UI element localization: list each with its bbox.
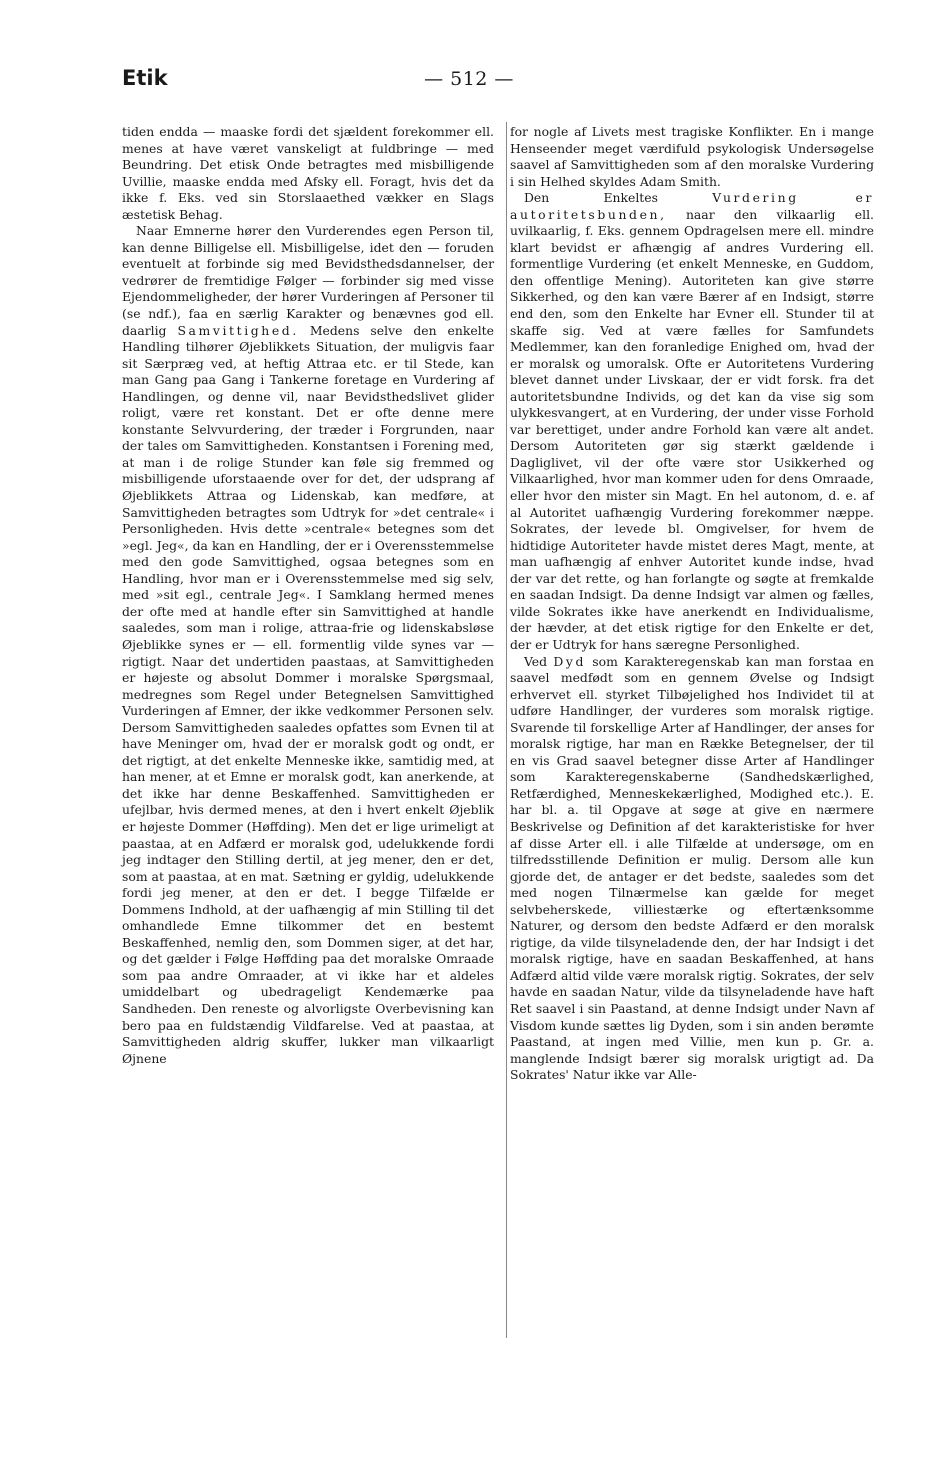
page-number: — 512 — (424, 68, 514, 90)
paragraph-text: Ved (524, 653, 554, 669)
paragraph (122, 124, 494, 223)
paragraph-text: Medens selve den enkelte Handling tilhører Øjeblikkets Situation, der muligvis faar sit Særpræg ved, at heftig Attraa etc. er til Stede, kan man Gang paa Gang i Tankerne foretage en Vurdering af Handlingen, og denne vil, naar Bevidsthedslivet glider roligt, være ret konstant. Det er ofte denne mere konstante Selvvurdering, der træder i Forgrunden, naar der tales om Samvittigheden. Konstantsen i Forening med, at man i de rolige Stunder kan føle sig fremmed og misbilligende uforstaaende over for det, der udsprang af Øjeblikkets Attraa og Lidenskab, kan medføre, at Samvittigheden betragtes som Udtryk for »det centrale« i Personligheden. Hvis dette »centrale« betegnes som det »egl. Jeg«, da kan en Handling, der er i Overensstemmelse med den gode Samvittighed, ogsaa betegnes som en Handling, hvor man er i Overensstemmelse med sig selv, med »sit egl., centrale Jeg«. I Samklang hermed menes der ofte med at handle efter sin Samvittighed at handle saaledes, som man i rolige, attraa-frie og lidenskabsløse Øjeblikke synes er — ell. formentlig vilde synes var — rigtigt. Naar det undertiden paastaas, at Samvittigheden er højeste og absolut Dommer i moralske Spørgsmaal, medregnes som Regel under Betegnelsen Samvittighed Vurderingen af Emner, der ikke vedkommer Personen selv. Dersom Samvittigheden saaledes opfattes som Evnen til at have Meninger om, hvad der er moralsk godt og ondt, er det rigtigt, at det enkelte Menneske ikke, samtidig med, at han mener, at et Emne er moralsk godt, kan anerkende, at det ikke har denne Beskaffenhed. Samvittigheden er ufejlbar, hvis dermed menes, at den i hvert enkelt Øjeblik er højeste Dommer (Høffding). Men det er lige urimeligt at paastaa, at en Adfærd er moralsk god, udelukkende fordi jeg indtager den Stilling dertil, at jeg mener, den er det, som at paastaa, at en mat. Sætning er gyldig, udelukkende fordi jeg mener, at den er det. I begge Tilfælde er Dommens Indhold, at der uafhængig af min Stilling til det omhandlede Emne tilkommer det en bestemt Beskaffenhed, nemlig den, som Dommen siger, at det har, og det gælder i Følge Høffding paa det moralske Omraade som paa andre Omraader, at vi ikke har et aldeles umiddelbart og ubedrageligt Kendemærke paa Sandheden. Den reneste og alvorligste Overbevisning kan bero paa en fuldstændig Vildfarelse. Ved at paastaa, at Samvittigheden aldrig skuffer, lukker man vilkaarligt Øjnene (122, 322, 494, 1066)
spaced-term: Dyd (553, 653, 587, 669)
right-column (510, 124, 874, 1084)
paragraph (122, 223, 494, 1067)
paragraph (510, 654, 874, 1084)
paragraph-text: naar den vilkaarlig ell. uvilkaarlig, f. Eks. gennem Opdragelsen mere ell. mindre klart bevidst er afhængig af andres Vurdering ell. formentlige Vurdering (et enkelt Menneske, en Guddom, den offentlige Mening). Autoriteten kan give større Sikkerhed, og den kan være Bærer af en Indsigt, større end den, som den Enkelte har Evner ell. Stunder til at skaffe sig. Ved at være fælles for Samfundets Medlemmer, kan den foranledige Enighed om, hvad der er moralsk og umoralsk. Ofte er Autoritetens Vurdering blevet dannet under Livskaar, der er vidt forsk. fra det autoritetsbundne Individs, og det kan da vise sig som ulykkesvangert, at en Vurdering, der under visse Forhold var berettiget, under andre Forhold kan være alt andet. Dersom Autoriteten gør sig stærkt gældende i Dagliglivet, vil der ofte være stor Usikkerhed og Vilkaarlighed, hvor man kommer uden for dens Omraade, eller hvor den mister sin Magt. En hel autonom, d. e. af al Autoritet uafhængig Vurdering forekommer næppe. Sokrates, der levede bl. Omgivelser, for hvem de hidtidige Autoriteter havde mistet deres Magt, mente, at man uafhængig af enhver Autoritet kunde indse, hvad der var det rette, og han forlangte og søgte at fremkalde en saadan Indsigt. Da denne Indsigt var almen og fælles, vilde Sokrates ikke have anerkendt en Individualisme, der hævder, at det etisk rigtige for den Enkelte er det, der er Udtryk for hans særegne Personlighed. (510, 206, 874, 652)
spaced-term: Samvittighed. (177, 322, 299, 338)
spaced-term: Vurdering er autoritetsbunden, (510, 190, 875, 222)
paragraph (510, 124, 874, 190)
paragraph-text: Den Enkeltes (524, 190, 713, 206)
left-column (122, 124, 494, 1067)
paragraph (510, 190, 874, 653)
column-divider (506, 122, 507, 1338)
paragraph-text: tiden endda — maaske fordi det sjældent forekommer ell. menes at have været vanskeligt at fuldbringe — med Beundring. Det etisk Onde betragtes med misbilligende Uvillie, maaske endda med Afsky ell. Foragt, hvis det da ikke f. Eks. ved sin Storslaaethed vækker en Slags æstetisk Behag. (122, 124, 494, 222)
paragraph-text: Naar Emnerne hører den Vurderendes egen Person til, kan denne Billigelse ell. Misbilligelse, idet den — foruden eventuelt at forbinde sig med Bevidsthedsdannelser, der vedrører de fremtidige Følger — forbinder sig med visse Ejendommeligheder, der hører Vurderingen af Personer til (se ndf.), faa en særlig Karakter og benævnes god ell. daarlig (122, 223, 494, 338)
paragraph-text: for nogle af Livets mest tragiske Konflikter. En i mange Henseender meget værdifuld psykologisk Undersøgelse saavel af Samvittigheden som af den moralske Vurdering i sin Helhed skyldes Adam Smith. (510, 124, 874, 189)
running-header (122, 62, 816, 102)
section-title: Etik (122, 66, 168, 90)
paragraph-text: som Karakteregenskab kan man forstaa en saavel medfødt som en gennem Øvelse og Indsigt erhvervet ell. styrket Tilbøjelighed hos Individet til at udføre Handlinger, der vurderes som moralsk rigtige. Svarende til forskellige Arter af Handlinger, der anses for moralsk rigtige, har man en Række Betegnelser, der til en vis Grad saavel betegner disse Arter af Handlinger som Karakteregenskaberne (Sandhedskærlighed, Retfærdighed, Menneskekærlighed, Modighed etc.). E. har bl. a. til Opgave at søge at give en nærmere Beskrivelse og Definition af det karakteristiske for hver af disse Arter ell. i alle Tilfælde at undersøge, om en tilfredsstillende Definition er mulig. Dersom alle kun gjorde det, de antager er det bedste, saaledes som det med nogen Tilnærmelse kan gælde for meget selvbeherskede, villiestærke og eftertænksomme Naturer, og dersom den bedste Adfærd er den moralsk rigtige, da vilde tilsyneladende den, der har Indsigt i det moralsk rigtige, have en saadan Beskaffenhed, at hans Adfærd altid vilde være moralsk rigtig. Sokrates, der selv havde en saadan Natur, vilde da tilsyneladende have haft Ret saavel i sin Paastand, at denne Indsigt under Navn af Visdom kunde sættes lig Dyden, som i sin anden berømte Paastand, at ingen med Villie, men kun p. Gr. a. manglende Indsigt bærer sig moralsk urigtigt ad. Da Sokrates' Natur ikke var Alle- (510, 653, 875, 1083)
